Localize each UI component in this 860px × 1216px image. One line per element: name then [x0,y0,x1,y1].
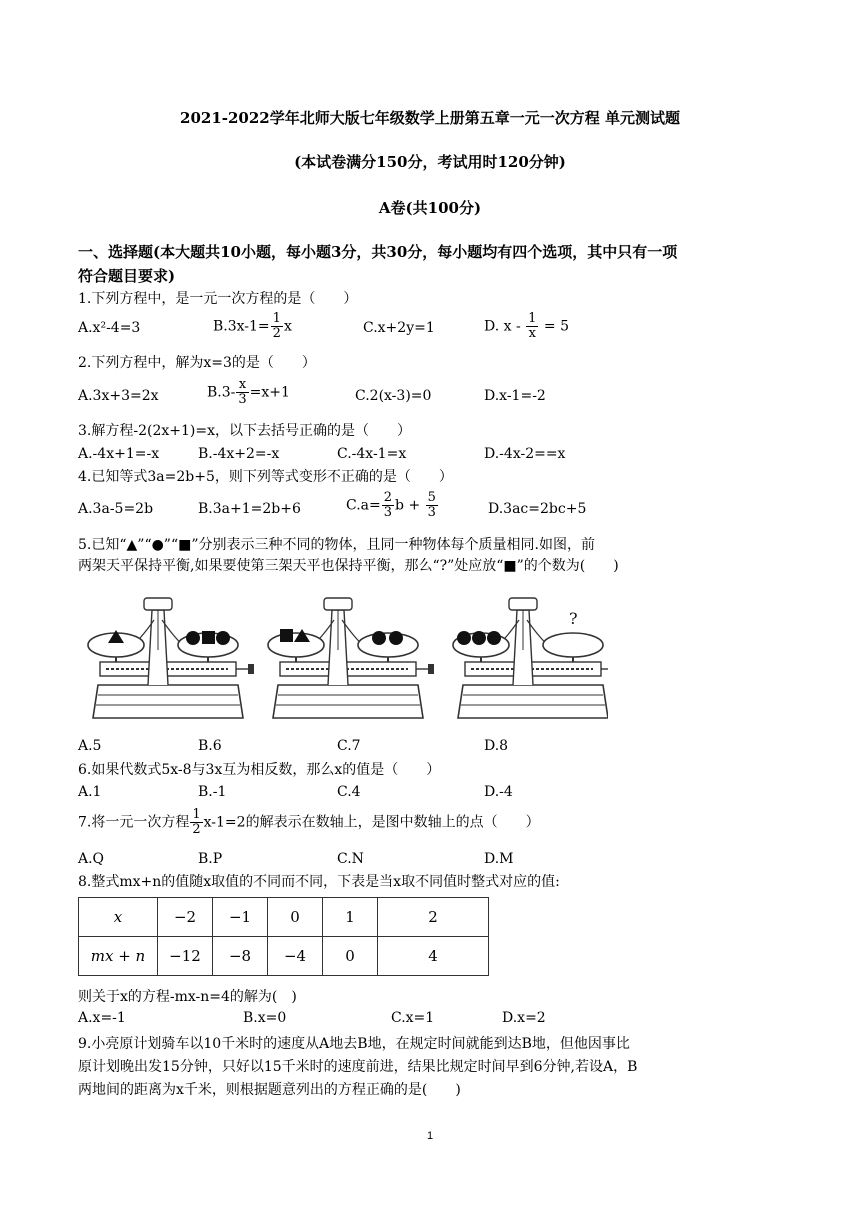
q5-option-a: A.5 [78,738,102,754]
table-cell: x [79,898,158,937]
circle-icon [216,631,230,645]
q2-option-b: B.3- $\frac{x}{3}$ =x+1 [207,377,290,407]
q9-stem-line3: 两地间的距离为x千米，则根据题意列出的方程正确的是( ) [78,1082,461,1098]
q1-stem: 1.下列方程中，是一元一次方程的是（ ） [78,291,358,307]
section-heading: 一、选择题(本大题共10小题，每小题3分，共30分，每小题均有四个选项，其中只有一项 符合题目要求) [78,243,678,285]
q6-option-d: D.-4 [484,784,513,800]
q6-stem: 6.如果代数式5x-8与3x互为相反数，那么x的值是（ ） [78,762,441,778]
q3-option-b: B.-4x+2=-x [198,446,280,462]
question-mark: ? [569,609,578,628]
circle-icon [389,631,403,645]
q1-option-d: D. x - $\frac{1}{x}$ = 5 [484,311,569,341]
balance-scale-3 [453,598,608,718]
q4-option-c: C.a= $\frac{2}{3}$ b + $\frac{5}{3}$ [346,490,436,520]
circle-icon [372,631,386,645]
table-cell: 1 [323,898,378,937]
table-cell: 0 [323,937,378,976]
q3-option-d: D.-4x-2==x [484,446,566,462]
balance-scale-2 [268,598,434,718]
q3-option-c: C.-4x-1=x [337,446,407,462]
q9-stem-line1: 9.小亮原计划骑车以10千米时的速度从A地去B地，在规定时间就能到达B地，但他因事比 [78,1036,630,1052]
q8-option-d: D.x=2 [502,1010,546,1026]
table-cell: 2 [378,898,489,937]
q6-option-b: B.-1 [198,784,227,800]
q2-option-a: A.3x+3=2x [78,388,159,404]
q8-option-a: A.x=-1 [78,1010,126,1026]
circle-icon [457,631,471,645]
exam-subtitle: (本试卷满分150分，考试用时120分钟) [294,153,566,171]
circle-icon [472,631,486,645]
page-number: 1 [426,1130,434,1142]
q8-stem-2: 则关于x的方程-mx-n=4的解为( ) [78,989,297,1005]
q5-option-b: B.6 [198,738,222,754]
q8-stem: 8.整式mx+n的值随x取值的不同而不同，下表是当x取不同值时整式对应的值: [78,874,560,890]
balance-scale-1 [88,598,254,718]
circle-icon [186,631,200,645]
table-cell: −1 [213,898,268,937]
q7-stem: 7.将一元一次方程 $\frac{1}{2}$ x-1=2的解表示在数轴上，是图中数轴上的点（ ） [78,807,540,837]
table-cell: 4 [378,937,489,976]
q1-option-b: B.3x-1= $\frac{1}{2}$ x [213,311,292,341]
q8-option-b: B.x=0 [243,1010,287,1026]
table-cell: −2 [158,898,213,937]
table-cell: 0 [268,898,323,937]
square-icon [280,629,293,642]
q8-option-c: C.x=1 [391,1010,435,1026]
q4-option-d: D.3ac=2bc+5 [488,501,587,517]
q2-option-d: D.x-1=-2 [484,388,546,404]
q5-option-d: D.8 [484,738,509,754]
q2-stem: 2.下列方程中，解为x=3的是（ ） [78,355,316,371]
q3-option-a: A.-4x+1=-x [78,446,160,462]
q1-option-c: C.x+2y=1 [363,320,435,336]
q5-option-c: C.7 [337,738,361,754]
q6-option-c: C.4 [337,784,361,800]
square-icon [202,631,215,644]
q4-option-a: A.3a-5=2b [78,501,154,517]
circle-icon [487,631,501,645]
table-cell: −12 [158,937,213,976]
q4-stem: 4.已知等式3a=2b+5，则下列等式变形不正确的是（ ） [78,469,453,485]
q3-stem: 3.解方程-2(2x+1)=x，以下去括号正确的是（ ） [78,423,411,439]
table-cell: −8 [213,937,268,976]
q5-stem-line2: 两架天平保持平衡,如果要使第三架天平也保持平衡，那么“?”处应放“■”的个数为( ) [78,558,619,574]
q7-option-a: A.Q [78,851,105,867]
q1-option-a: A.x²-4=3 [78,320,141,336]
part-heading: A卷(共100分) [378,199,482,217]
balance-scales-figure [78,590,608,725]
exam-title: 2021-2022学年北师大版七年级数学上册第五章一元一次方程 单元测试题 [180,109,680,127]
q7-option-d: D.M [484,851,514,867]
q9-stem-line2: 原计划晚出发15分钟，只好以15千米时的速度前进，结果比规定时间早到6分钟,若设A，B [78,1059,638,1075]
table-row [79,898,489,937]
q7-option-c: C.N [337,851,364,867]
q6-option-a: A.1 [78,784,102,800]
table-cell: −4 [268,937,323,976]
q2-option-c: C.2(x-3)=0 [355,388,432,404]
table-cell: mx + n [79,937,158,976]
values-table [78,897,489,976]
q7-option-b: B.P [198,851,223,867]
q4-option-b: B.3a+1=2b+6 [198,501,301,517]
table-row [79,937,489,976]
q5-stem-line1: 5.已知“▲”“●”“■”分别表示三种不同的物体，且同一种物体每个质量相同.如图，前 [78,537,595,553]
